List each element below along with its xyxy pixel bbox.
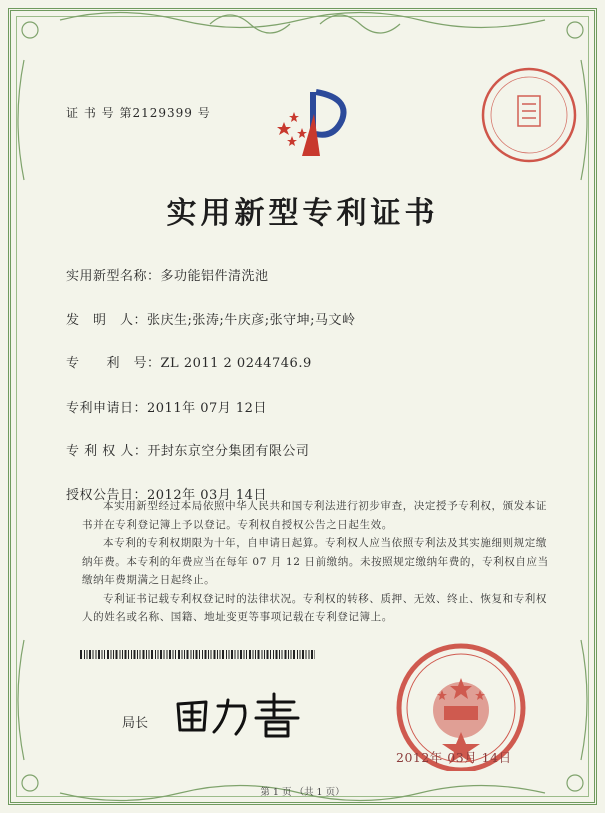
barcode-bar	[258, 650, 260, 659]
barcode-bar	[151, 650, 153, 659]
barcode-bar	[205, 650, 207, 659]
barcode-bar	[175, 650, 176, 659]
field-label: 发 明 人：	[66, 313, 148, 328]
field-utility-name	[66, 265, 269, 284]
barcode-bar	[169, 650, 171, 659]
barcode-bar	[262, 650, 263, 659]
barcode-bar	[220, 650, 221, 659]
barcode-bar	[238, 650, 239, 659]
page-number: 第 1 页 （共 1 页）	[260, 787, 345, 798]
barcode-bar	[270, 650, 271, 659]
field-value: 张庆生;张涛;牛庆彦;张守坤;马文岭	[147, 313, 356, 328]
barcode-bar	[311, 650, 313, 659]
barcode-bar	[255, 650, 256, 659]
field-label: 专 利 权 人：	[66, 444, 148, 459]
field-value: 2011年 07月 12日	[147, 401, 267, 416]
barcode-bar	[231, 650, 233, 659]
barcode-bar	[96, 650, 97, 659]
barcode-bar	[246, 650, 247, 659]
barcode-bar	[93, 650, 94, 659]
barcode-bar	[146, 650, 147, 659]
barcode-bar	[104, 650, 105, 659]
barcode-bar	[208, 650, 209, 659]
barcode-bar	[293, 650, 295, 659]
barcode-bar	[113, 650, 114, 659]
director-label: 局长	[122, 716, 149, 731]
barcode-bar	[120, 650, 121, 659]
barcode-bar	[297, 650, 298, 659]
barcode-bar	[291, 650, 292, 659]
barcode-bar	[315, 650, 316, 659]
barcode-bar	[253, 650, 254, 659]
barcode-bar	[128, 650, 129, 659]
barcode-bar	[222, 650, 224, 659]
barcode-bar	[191, 650, 192, 659]
barcode-bar	[196, 650, 198, 659]
barcode-bar	[80, 650, 82, 659]
barcode-bar	[102, 650, 103, 659]
barcode-bar	[229, 650, 230, 659]
barcode-bar	[160, 650, 162, 659]
barcode-bar	[285, 650, 287, 659]
barcode-bar	[167, 650, 168, 659]
director-signature	[170, 690, 310, 738]
barcode-bar	[122, 650, 123, 659]
body-paragraph: 专利证书记载专利权登记时的法律状况。专利权的转移、质押、无效、终止、恢复和专利权人的姓名或名称、国籍、地址变更等事项记载在专利登记簿上。	[82, 592, 547, 623]
field-patentee	[66, 440, 309, 459]
field-label: 实用新型名称：	[66, 269, 161, 284]
field-label: 专 利 号：	[66, 356, 161, 371]
barcode-bar	[137, 650, 138, 659]
barcode-bar	[240, 650, 242, 659]
barcode-bar	[273, 650, 274, 659]
field-value: 开封东京空分集团有限公司	[147, 444, 310, 459]
barcode-bar	[279, 650, 280, 659]
barcode-bar	[288, 650, 289, 659]
field-application-date	[66, 397, 267, 416]
barcode-bar	[300, 650, 301, 659]
barcode-bar	[214, 650, 216, 659]
barcode-bar	[184, 650, 185, 659]
barcode-bar	[302, 650, 304, 659]
barcode-bar	[84, 650, 85, 659]
barcode-bar	[178, 650, 180, 659]
barcode-bar	[125, 650, 127, 659]
agency-seal-icon	[478, 64, 580, 166]
barcode-bar	[249, 650, 251, 659]
barcode-bar	[235, 650, 236, 659]
barcode-bar	[306, 650, 307, 659]
barcode	[80, 650, 315, 659]
field-value: 2012年 03月 14日	[147, 488, 267, 503]
barcode-bar	[131, 650, 132, 659]
barcode-bar	[267, 650, 269, 659]
certificate-title: 实用新型专利证书	[166, 196, 439, 231]
barcode-bar	[202, 650, 203, 659]
barcode-bar	[199, 650, 200, 659]
body-paragraph: 本实用新型经过本局依照中华人民共和国专利法进行初步审查，决定授予专利权，颁发本证书并在专利登记簿上予以登记。专利权自授权公告之日起生效。	[82, 500, 547, 531]
barcode-bar	[155, 650, 156, 659]
issue-date: 2012年 03月 14日	[396, 750, 512, 765]
sipo-logo-icon	[272, 84, 352, 164]
barcode-bar	[164, 650, 165, 659]
field-label: 专利申请日：	[66, 401, 148, 416]
barcode-bar	[98, 650, 100, 659]
barcode-bar	[116, 650, 118, 659]
barcode-bar	[244, 650, 245, 659]
barcode-bar	[276, 650, 278, 659]
field-inventors	[66, 309, 356, 328]
field-value: 多功能铝件清洗池	[160, 269, 269, 284]
barcode-bar	[107, 650, 109, 659]
barcode-bar	[211, 650, 212, 659]
barcode-bar	[264, 650, 265, 659]
certificate-body	[82, 497, 552, 627]
barcode-bar	[226, 650, 227, 659]
barcode-bar	[217, 650, 218, 659]
barcode-bar	[182, 650, 183, 659]
field-patent-number	[66, 352, 312, 371]
certificate-number: 证 书 号 第2129399 号	[66, 106, 211, 120]
barcode-bar	[309, 650, 310, 659]
barcode-bar	[140, 650, 141, 659]
barcode-bar	[143, 650, 145, 659]
barcode-bar	[193, 650, 194, 659]
barcode-bar	[158, 650, 159, 659]
barcode-bar	[149, 650, 150, 659]
field-value: ZL 2011 2 0244746.9	[160, 356, 312, 371]
barcode-bar	[282, 650, 283, 659]
field-label: 授权公告日：	[66, 488, 148, 503]
barcode-bar	[111, 650, 112, 659]
barcode-bar	[187, 650, 189, 659]
barcode-bar	[173, 650, 174, 659]
body-paragraph: 本专利的专利权期限为十年，自申请日起算。专利权人应当依照专利法及其实施细则规定缴纳年费。本专利的年费应当在每年 07 月 12 日前缴纳。未按照规定缴纳年费的，专利权自应当缴纳年费期满之日起终止。	[82, 537, 549, 586]
barcode-bar	[87, 650, 88, 659]
barcode-bar	[134, 650, 136, 659]
barcode-bar	[89, 650, 91, 659]
